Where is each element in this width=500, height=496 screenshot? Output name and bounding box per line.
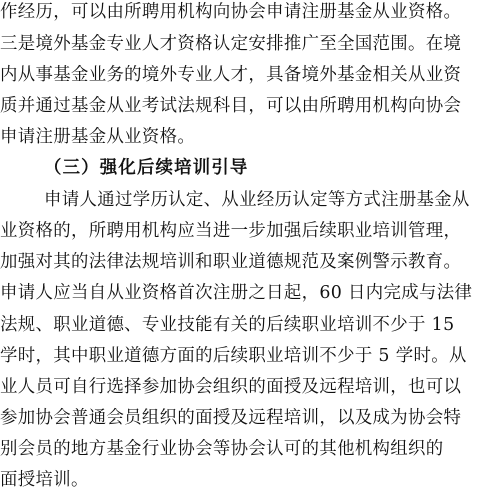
paragraph-line: 面授培训。 — [0, 470, 89, 490]
section-heading: （三）强化后续培训引导 — [44, 158, 249, 178]
paragraph-line: 法规、职业道德、专业技能有关的后续职业培训不少于 15 — [0, 315, 455, 335]
paragraph-line: 内从事基金业务的境外专业人才，具备境外基金相关从业资 — [0, 65, 462, 85]
paragraph-line: 学时，其中职业道德方面的后续职业培训不少于 5 学时。从 — [0, 346, 467, 366]
paragraph-line: 业资格的，所聘用机构应当进一步加强后续职业培训管理， — [0, 221, 462, 241]
paragraph-line: 申请人通过学历认定、从业经历认定等方式注册基金从 — [44, 190, 470, 210]
paragraph-line: 加强对其的法律法规培训和职业道德规范及案例警示教育。 — [0, 252, 462, 272]
paragraph-line: 质并通过基金从业考试法规科目，可以由所聘用机构向协会 — [0, 96, 462, 116]
paragraph-line: 参加协会普通会员组织的面授及远程培训，以及成为协会特 — [0, 408, 462, 428]
paragraph-line: 作经历，可以由所聘用机构向协会申请注册基金从业资格。 — [0, 2, 462, 22]
paragraph-line: 业人员可自行选择参加协会组织的面授及远程培训，也可以 — [0, 377, 462, 397]
paragraph-line: 申请人应当自从业资格首次注册之日起，60 日内完成与法律 — [0, 283, 473, 303]
paragraph-line: 别会员的地方基金行业协会等协会认可的其他机构组织的 — [0, 439, 444, 459]
paragraph-line: 三是境外基金专业人才资格认定安排推广至全国范围。在境 — [0, 34, 462, 54]
paragraph-line: 申请注册基金从业资格。 — [0, 127, 196, 147]
